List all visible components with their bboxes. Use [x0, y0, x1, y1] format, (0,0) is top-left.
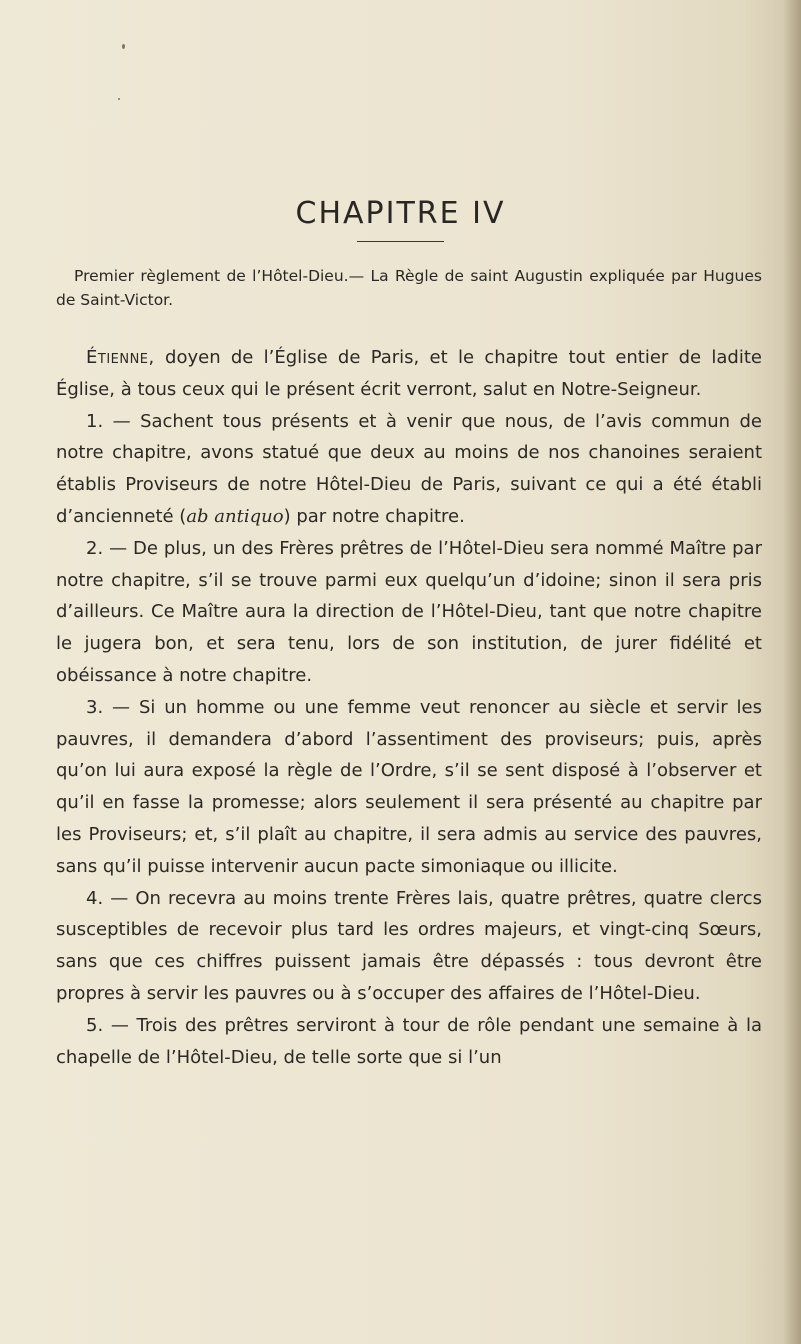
article-1 [56, 406, 762, 533]
preamble-text: doyen de l’Église de Paris, et le chapitre tout entier de ladite Église, à tous ceux qui le présent écrit verront, salut en Notre-Seigneur. [56, 347, 762, 400]
article-text: De plus, un des Frères prêtres de l’Hôtel-Dieu sera nommé Maître par notre chapitre, s’il se trouve parmi eux quelqu’un d’idoine; sinon il sera pris d’ailleurs. Ce Maître aura la direction de l’Hôtel-Dieu, tant que notre chapitre le jugera bon, et sera tenu, lors de son institution, de jurer fidélité et obéissance à notre chapitre. [56, 537, 762, 686]
chapter-title: CHAPITRE IV [295, 196, 506, 231]
chapter-summary [56, 264, 762, 312]
article-number: 2. — [86, 537, 134, 559]
body-text [56, 342, 762, 1073]
title-rule [357, 241, 444, 242]
article-text: Trois des prêtres serviront à tour de rôle pendant une semaine à la chapelle de l’Hôtel-Dieu, de telle sorte que si l’un [56, 1014, 763, 1068]
article-number: 3. — [86, 696, 139, 718]
article-3 [56, 692, 762, 883]
ink-speck [122, 44, 125, 49]
article-number: 4. — [86, 887, 136, 909]
article-italic-text: ab antiquo [186, 505, 284, 527]
article-2 [56, 533, 762, 692]
article-text: Sachent tous présents et à venir que nous, de l’avis commun de notre chapitre, avons statué que deux au moins de nos chanoines seraient établis Proviseurs de notre Hôtel-Dieu de Paris, suivant ce qui a été établi d’ancienneté ( [56, 410, 762, 527]
ink-speck [118, 98, 120, 100]
article-number: 5. — [86, 1014, 137, 1036]
article-5 [56, 1010, 762, 1074]
article-4 [56, 883, 762, 1010]
preamble-lead: Étienne, [86, 347, 155, 368]
preamble-paragraph [56, 342, 762, 406]
summary-text: Premier règlement de l’Hôtel-Dieu.— La Règle de saint Augustin expliquée par Hugues de Saint-Victor. [56, 267, 762, 309]
article-text: Si un homme ou une femme veut renoncer au siècle et servir les pauvres, il demandera d’abord l’assentiment des proviseurs; puis, après qu’on lui aura exposé la règle de l’Ordre, s’il se sent disposé à l’observer et qu’il en fasse la promesse; alors seulement il sera présenté au chapitre par les Proviseurs; et, s’il plaît au chapitre, il sera admis au service des pauvres, sans qu’il puisse intervenir aucun pacte simoniaque ou illicite. [56, 696, 762, 877]
article-text: ) par notre chapitre. [283, 505, 465, 527]
article-number: 1. — [86, 410, 141, 432]
article-text: On recevra au moins trente Frères lais, quatre prêtres, quatre clercs susceptibles de recevoir plus tard les ordres majeurs, et vingt-cinq Sœurs, sans que ces chiffres puissent jamais être dépassés : tous devront être propres à servir les pauvres ou à s’occuper des affaires de l’Hôtel-Dieu. [56, 887, 762, 1004]
